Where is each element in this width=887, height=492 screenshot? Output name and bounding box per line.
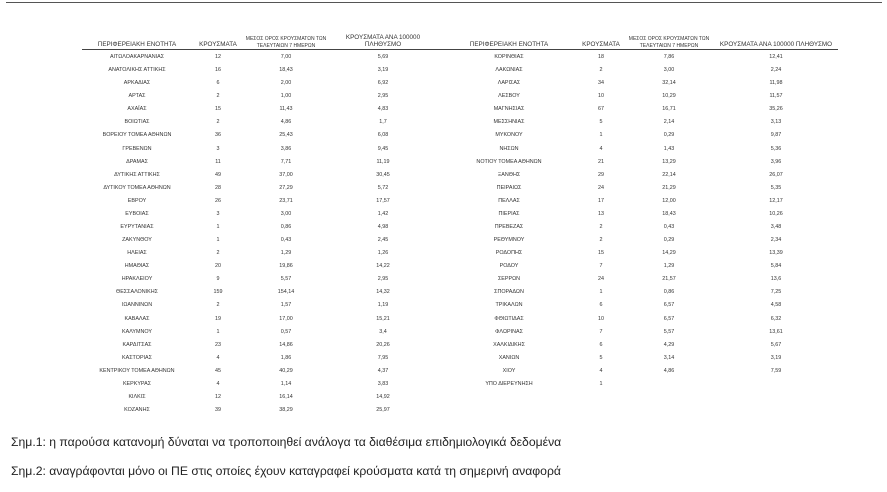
region-cell: ΑΡΤΑΣ: [128, 93, 146, 100]
table-row: [458, 130, 838, 143]
cases-cell: 28: [215, 184, 221, 191]
region-cell: ΖΑΚΥΝΘΟΥ: [122, 237, 152, 244]
table-row: [82, 91, 474, 104]
header-cases: ΚΡΟΥΣΜΑΤΑ: [582, 41, 620, 49]
per100k-cell: 1,7: [379, 119, 387, 126]
table-row: [458, 366, 838, 379]
table-row: [82, 405, 474, 418]
footnote-2: Σημ.2: αναγράφονται μόνο οι ΠΕ στις οποίες έχουν καταγραφεί κρούσματα κατά τη σημερινή αναφορά: [11, 464, 561, 478]
cases-cell: 4: [216, 354, 220, 361]
per100k-cell: 30,45: [376, 171, 390, 178]
cases-cell: 12: [215, 54, 221, 60]
table-row: [458, 314, 838, 327]
per100k-cell: 14,22: [376, 263, 390, 270]
per100k-cell: 12,17: [769, 197, 783, 204]
table-row: [458, 170, 838, 183]
per100k-cell: 13,39: [769, 250, 783, 257]
region-cell: ΚΑΣΤΟΡΙΑΣ: [122, 354, 152, 361]
region-cell: ΠΡΕΒΕΖΑΣ: [494, 224, 524, 231]
cases-cell: 5: [599, 119, 603, 126]
avg7-cell: 22,14: [662, 171, 676, 178]
region-cell: ΠΕΙΡΑΙΩΣ: [496, 184, 522, 191]
avg7-cell: 1,29: [280, 250, 292, 257]
avg7-cell: 14,29: [662, 250, 676, 257]
per100k-cell: 10,26: [769, 210, 783, 217]
table-row: [82, 144, 474, 157]
region-cell: ΣΠΟΡΑΔΩΝ: [494, 289, 524, 296]
cases-cell: 13: [598, 210, 604, 217]
table-row: [458, 222, 838, 235]
region-cell: ΘΕΣΣΑΛΟΝΙΚΗΣ: [116, 289, 158, 296]
per100k-cell: 6,08: [377, 132, 389, 139]
table-row: [82, 287, 474, 300]
table-row: [82, 274, 474, 287]
header-per100k: ΚΡΟΥΣΜΑΤΑ ΑΝΑ 100000 ΠΛΗΘΥΣΜΟ: [345, 33, 421, 49]
table-row: [82, 209, 474, 222]
table-row: [82, 392, 474, 405]
cases-cell: 2: [216, 119, 220, 126]
region-cell: ΔΡΑΜΑΣ: [126, 158, 148, 165]
cases-cell: 6: [599, 302, 603, 309]
avg7-cell: 10,29: [662, 93, 676, 100]
region-cell: ΙΩΑΝΝΙΝΩΝ: [121, 302, 153, 309]
avg7-cell: 1,00: [280, 93, 292, 100]
table-row: [458, 91, 838, 104]
region-cell: ΣΕΡΡΩΝ: [497, 276, 521, 283]
per100k-cell: 4,58: [770, 302, 782, 309]
header-avg7: ΜΕΣΟΣ ΟΡΟΣ ΚΡΟΥΣΜΑΤΩΝ ΤΩΝ ΤΕΛΕΥΤΑΙΩΝ 7 ΗΜΕΡΩΝ: [628, 36, 710, 49]
avg7-cell: 21,57: [662, 276, 676, 283]
cases-cell: 1: [599, 132, 603, 139]
table-row: [82, 314, 474, 327]
avg7-cell: 3,14: [663, 354, 675, 361]
per100k-cell: 35,26: [769, 106, 783, 113]
per100k-cell: 4,37: [377, 367, 389, 374]
region-cell: ΛΑΚΩΝΙΑΣ: [495, 67, 523, 74]
table-row: [82, 327, 474, 340]
cases-cell: 12: [215, 394, 221, 401]
cases-cell: 3: [216, 145, 220, 152]
cases-cell: 4: [216, 380, 220, 387]
table-row: [458, 235, 838, 248]
cases-cell: 1: [216, 237, 220, 244]
region-cell: ΗΜΑΘΙΑΣ: [124, 263, 150, 270]
region-cell: ΠΕΛΛΑΣ: [498, 197, 520, 204]
cases-cell: 4: [599, 367, 603, 374]
cases-cell: 45: [215, 367, 221, 374]
avg7-cell: 1,57: [280, 302, 292, 309]
avg7-cell: 21,29: [662, 184, 676, 191]
per100k-cell: 4,98: [377, 224, 389, 231]
cases-cell: 10: [598, 93, 604, 100]
cases-cell: 1: [599, 289, 603, 296]
region-cell: ΡΟΔΟΥ: [499, 263, 519, 270]
cases-cell: 26: [215, 197, 221, 204]
table-row: [458, 340, 838, 353]
region-cell: ΚΑΒΑΛΑΣ: [124, 315, 150, 322]
region-cell: ΤΡΙΚΑΛΩΝ: [495, 302, 523, 309]
table-row: [458, 274, 838, 287]
table-body: [458, 52, 838, 392]
table-row: [458, 144, 838, 157]
per100k-cell: 1,19: [377, 302, 389, 309]
avg7-cell: 38,29: [279, 407, 293, 414]
region-cell: ΞΑΝΘΗΣ: [497, 171, 521, 178]
per100k-cell: 14,32: [376, 289, 390, 296]
avg7-cell: 1,14: [280, 380, 292, 387]
table-row: [82, 183, 474, 196]
region-cell: ΜΥΚΟΝΟΥ: [495, 132, 523, 139]
region-cell: ΕΒΡΟΥ: [127, 197, 147, 204]
per100k-cell: 3,96: [770, 158, 782, 165]
per100k-cell: 6,92: [377, 80, 389, 87]
region-cell: ΚΕΝΤΡΙΚΟΥ ΤΟΜΕΑ ΑΘΗΝΩΝ: [99, 367, 175, 374]
region-cell: ΑΡΚΑΔΙΑΣ: [123, 80, 151, 87]
header-cases: ΚΡΟΥΣΜΑΤΑ: [199, 41, 237, 49]
per100k-cell: 6,32: [770, 315, 782, 322]
cases-cell: 2: [216, 93, 220, 100]
cases-cell: 5: [599, 354, 603, 361]
avg7-cell: 0,43: [663, 224, 675, 231]
avg7-cell: 12,00: [662, 197, 676, 204]
table-row: [82, 261, 474, 274]
per100k-cell: 2,95: [377, 93, 389, 100]
per100k-cell: 12,41: [769, 54, 783, 60]
table-row: [82, 157, 474, 170]
per100k-cell: 11,98: [769, 80, 783, 87]
cases-cell: 10: [598, 315, 604, 322]
per100k-cell: 7,25: [770, 289, 782, 296]
cases-cell: 2: [599, 67, 603, 74]
cases-cell: 1: [216, 224, 220, 231]
cases-cell: 18: [598, 54, 604, 60]
avg7-cell: 11,43: [279, 106, 293, 113]
header-region: ΠΕΡΙΦΕΡΕΙΑΚΗ ΕΝΟΤΗΤΑ: [469, 41, 549, 49]
cases-cell: 15: [598, 250, 604, 257]
region-cell: ΚΕΡΚΥΡΑΣ: [122, 380, 152, 387]
region-cell: ΧΑΛΚΙΔΙΚΗΣ: [493, 341, 525, 348]
per100k-cell: 7,95: [377, 354, 389, 361]
table-row: [82, 379, 474, 392]
avg7-cell: 1,43: [663, 145, 675, 152]
per100k-cell: 5,35: [770, 184, 782, 191]
region-cell: ΓΡΕΒΕΝΩΝ: [122, 145, 152, 152]
per100k-cell: 3,19: [770, 354, 782, 361]
table-row: [458, 209, 838, 222]
cases-cell: 29: [598, 171, 604, 178]
avg7-cell: 3,00: [280, 210, 292, 217]
cases-cell: 15: [215, 106, 221, 113]
region-cell: ΡΕΘΥΜΝΟΥ: [493, 237, 525, 244]
avg7-cell: 16,71: [662, 106, 676, 113]
cases-cell: 7: [599, 263, 603, 270]
cases-cell: 159: [213, 289, 223, 296]
region-cell: ΜΕΣΣΗΝΙΑΣ: [493, 119, 525, 126]
avg7-cell: 6,57: [663, 315, 675, 322]
table-row: [82, 340, 474, 353]
avg7-cell: 27,29: [279, 184, 293, 191]
avg7-cell: 4,86: [663, 367, 675, 374]
region-cell: ΛΑΡΙΣΑΣ: [497, 80, 521, 87]
avg7-cell: 18,43: [279, 67, 293, 74]
table-row: [82, 117, 474, 130]
cases-cell: 11: [215, 158, 221, 165]
region-cell: ΒΟΡΕΙΟΥ ΤΟΜΕΑ ΑΘΗΝΩΝ: [102, 132, 172, 139]
avg7-cell: 3,86: [280, 145, 292, 152]
avg7-cell: 7,86: [663, 54, 675, 60]
cases-cell: 3: [216, 210, 220, 217]
region-cell: ΚΟΖΑΝΗΣ: [124, 407, 150, 414]
table-row: [458, 157, 838, 170]
cases-cell: 49: [215, 171, 221, 178]
per100k-cell: 2,95: [377, 276, 389, 283]
avg7-cell: 18,43: [662, 210, 676, 217]
table-row: [458, 379, 838, 392]
avg7-cell: 40,29: [279, 367, 293, 374]
region-cell: ΦΛΩΡΙΝΑΣ: [495, 328, 523, 335]
avg7-cell: 4,86: [280, 119, 292, 126]
cases-cell: 2: [599, 224, 603, 231]
table-row: [82, 52, 474, 65]
table-row: [82, 170, 474, 183]
table-row: [458, 65, 838, 78]
cases-cell: 24: [598, 184, 604, 191]
table-row: [82, 353, 474, 366]
region-cell: ΔΥΤΙΚΗΣ ΑΤΤΙΚΗΣ: [114, 171, 160, 178]
table-row: [82, 78, 474, 91]
avg7-cell: 5,57: [280, 276, 292, 283]
region-cell: ΚΟΡΙΝΘΙΑΣ: [494, 54, 524, 60]
cases-table-right: [458, 32, 838, 392]
region-cell: ΚΑΡΔΙΤΣΑΣ: [122, 341, 152, 348]
per100k-cell: 2,24: [770, 67, 782, 74]
table-row: [82, 196, 474, 209]
avg7-cell: 17,00: [279, 315, 293, 322]
avg7-cell: 154,14: [277, 289, 295, 296]
per100k-cell: 25,97: [376, 407, 390, 414]
per100k-cell: 1,26: [377, 250, 389, 257]
region-cell: ΠΙΕΡΙΑΣ: [498, 210, 520, 217]
region-cell: ΑΝΑΤΟΛΙΚΗΣ ΑΤΤΙΚΗΣ: [108, 67, 166, 74]
cases-table-left: [82, 32, 474, 418]
per100k-cell: 20,26: [376, 341, 390, 348]
cases-cell: 2: [216, 302, 220, 309]
avg7-cell: 5,57: [663, 328, 675, 335]
header-avg7: ΜΕΣΟΣ ΟΡΟΣ ΚΡΟΥΣΜΑΤΩΝ ΤΩΝ ΤΕΛΕΥΤΑΙΩΝ 7 ΗΜΕΡΩΝ: [245, 36, 327, 49]
cases-cell: 39: [215, 407, 221, 414]
avg7-cell: 0,29: [663, 132, 675, 139]
cases-cell: 4: [599, 145, 603, 152]
region-cell: ΜΑΓΝΗΣΙΑΣ: [493, 106, 525, 113]
table-row: [458, 117, 838, 130]
header-region: ΠΕΡΙΦΕΡΕΙΑΚΗ ΕΝΟΤΗΤΑ: [97, 41, 177, 49]
cases-cell: 17: [598, 197, 604, 204]
per100k-cell: 9,45: [377, 145, 389, 152]
table-row: [458, 287, 838, 300]
per100k-cell: 17,57: [376, 197, 390, 204]
per100k-cell: 2,45: [377, 237, 389, 244]
region-cell: ΧΑΝΙΩΝ: [498, 354, 520, 361]
per100k-cell: 3,83: [377, 380, 389, 387]
table-row: [458, 78, 838, 91]
avg7-cell: 0,29: [663, 237, 675, 244]
avg7-cell: 19,86: [279, 263, 293, 270]
per100k-cell: 2,34: [770, 237, 782, 244]
table-row: [82, 130, 474, 143]
region-cell: ΡΟΔΟΠΗΣ: [495, 250, 523, 257]
cases-cell: 20: [215, 263, 221, 270]
cases-cell: 36: [215, 132, 221, 139]
cases-cell: 16: [215, 67, 221, 74]
table-row: [82, 366, 474, 379]
region-cell: ΔΥΤΙΚΟΥ ΤΟΜΕΑ ΑΘΗΝΩΝ: [103, 184, 171, 191]
table-row: [458, 261, 838, 274]
table-row: [82, 300, 474, 313]
region-cell: ΝΗΣΩΝ: [499, 145, 519, 152]
table-row: [458, 52, 838, 65]
cases-cell: 6: [216, 80, 220, 87]
header-per100k: ΚΡΟΥΣΜΑΤΑ ΑΝΑ 100000 ΠΛΗΘΥΣΜΟ: [719, 41, 833, 49]
per100k-cell: 9,87: [770, 132, 782, 139]
avg7-cell: 0,86: [280, 224, 292, 231]
cases-cell: 24: [598, 276, 604, 283]
avg7-cell: 1,29: [663, 263, 675, 270]
region-cell: ΛΕΣΒΟΥ: [498, 93, 520, 100]
per100k-cell: 7,59: [770, 367, 782, 374]
cases-cell: 2: [599, 237, 603, 244]
per100k-cell: 14,92: [376, 394, 390, 401]
avg7-cell: 14,86: [279, 341, 293, 348]
avg7-cell: 4,29: [663, 341, 675, 348]
cases-cell: 2: [216, 250, 220, 257]
region-cell: ΕΥΡΥΤΑΝΙΑΣ: [120, 224, 154, 231]
avg7-cell: 0,43: [280, 237, 292, 244]
per100k-cell: 1,42: [377, 210, 389, 217]
per100k-cell: 11,19: [376, 158, 390, 165]
table-header: [458, 32, 838, 49]
per100k-cell: 5,67: [770, 341, 782, 348]
cases-cell: 1: [599, 380, 603, 387]
avg7-cell: 23,71: [279, 197, 293, 204]
avg7-cell: 32,14: [662, 80, 676, 87]
avg7-cell: 0,86: [663, 289, 675, 296]
table-row: [82, 65, 474, 78]
per100k-cell: 15,21: [376, 315, 390, 322]
per100k-cell: 5,72: [377, 184, 389, 191]
table-row: [458, 104, 838, 117]
avg7-cell: 2,00: [280, 80, 292, 87]
cases-cell: 9: [216, 276, 220, 283]
table-row: [458, 248, 838, 261]
table-row: [82, 235, 474, 248]
region-cell: ΑΙΤΩΛΟΑΚΑΡΝΑΝΙΑΣ: [109, 54, 165, 60]
table-row: [458, 327, 838, 340]
cases-cell: 23: [215, 341, 221, 348]
table-body: [82, 52, 474, 418]
table-header: [82, 32, 474, 49]
region-cell: ΗΡΑΚΛΕΙΟΥ: [121, 276, 153, 283]
per100k-cell: 5,36: [770, 145, 782, 152]
avg7-cell: 3,00: [663, 67, 675, 74]
region-cell: ΧΙΟΥ: [502, 367, 516, 374]
avg7-cell: 37,00: [279, 171, 293, 178]
avg7-cell: 13,29: [662, 158, 676, 165]
per100k-cell: 13,6: [770, 276, 782, 283]
cases-cell: 7: [599, 328, 603, 335]
cases-cell: 19: [215, 315, 221, 322]
table-row: [458, 353, 838, 366]
per100k-cell: 13,61: [769, 328, 783, 335]
cases-cell: 34: [598, 80, 604, 87]
avg7-cell: 7,71: [280, 158, 292, 165]
cases-cell: 6: [599, 341, 603, 348]
top-divider: [6, 2, 882, 3]
per100k-cell: 4,83: [377, 106, 389, 113]
region-cell: ΕΥΒΟΙΑΣ: [125, 210, 149, 217]
region-cell: ΚΑΛΥΜΝΟΥ: [122, 328, 152, 335]
avg7-cell: 2,14: [663, 119, 675, 126]
avg7-cell: 25,43: [279, 132, 293, 139]
per100k-cell: 5,69: [377, 54, 389, 60]
footnote-1: Σημ.1: η παρούσα κατανομή δύναται να τροποποιηθεί ανάλογα τα διαθέσιμα επιδημιολογικά δεδομένα: [11, 435, 562, 449]
per100k-cell: 3,13: [770, 119, 782, 126]
avg7-cell: 1,86: [280, 354, 292, 361]
region-cell: ΚΙΛΚΙΣ: [128, 394, 146, 401]
per100k-cell: 11,57: [769, 93, 783, 100]
table-row: [82, 222, 474, 235]
cases-cell: 67: [598, 106, 604, 113]
per100k-cell: 3,48: [770, 224, 782, 231]
region-cell: ΥΠΟ ΔΙΕΡΕΥΝΗΣΗ: [485, 380, 533, 387]
region-cell: ΑΧΑΪΑΣ: [127, 106, 147, 113]
avg7-cell: 16,14: [279, 394, 293, 401]
per100k-cell: 26,07: [769, 171, 783, 178]
table-row: [82, 248, 474, 261]
table-row: [82, 104, 474, 117]
per100k-cell: 3,4: [379, 328, 387, 335]
cases-cell: 21: [598, 158, 604, 165]
avg7-cell: 6,57: [663, 302, 675, 309]
table-row: [458, 196, 838, 209]
table-row: [458, 300, 838, 313]
avg7-cell: 0,57: [280, 328, 292, 335]
region-cell: ΝΟΤΙΟΥ ΤΟΜΕΑ ΑΘΗΝΩΝ: [476, 158, 542, 165]
per100k-cell: 3,19: [377, 67, 389, 74]
region-cell: ΦΘΙΩΤΙΔΑΣ: [494, 315, 524, 322]
cases-cell: 1: [216, 328, 220, 335]
per100k-cell: 5,84: [770, 263, 782, 270]
region-cell: ΒΟΙΩΤΙΑΣ: [124, 119, 150, 126]
region-cell: ΗΛΕΙΑΣ: [127, 250, 147, 257]
table-row: [458, 183, 838, 196]
avg7-cell: 7,00: [280, 54, 292, 60]
